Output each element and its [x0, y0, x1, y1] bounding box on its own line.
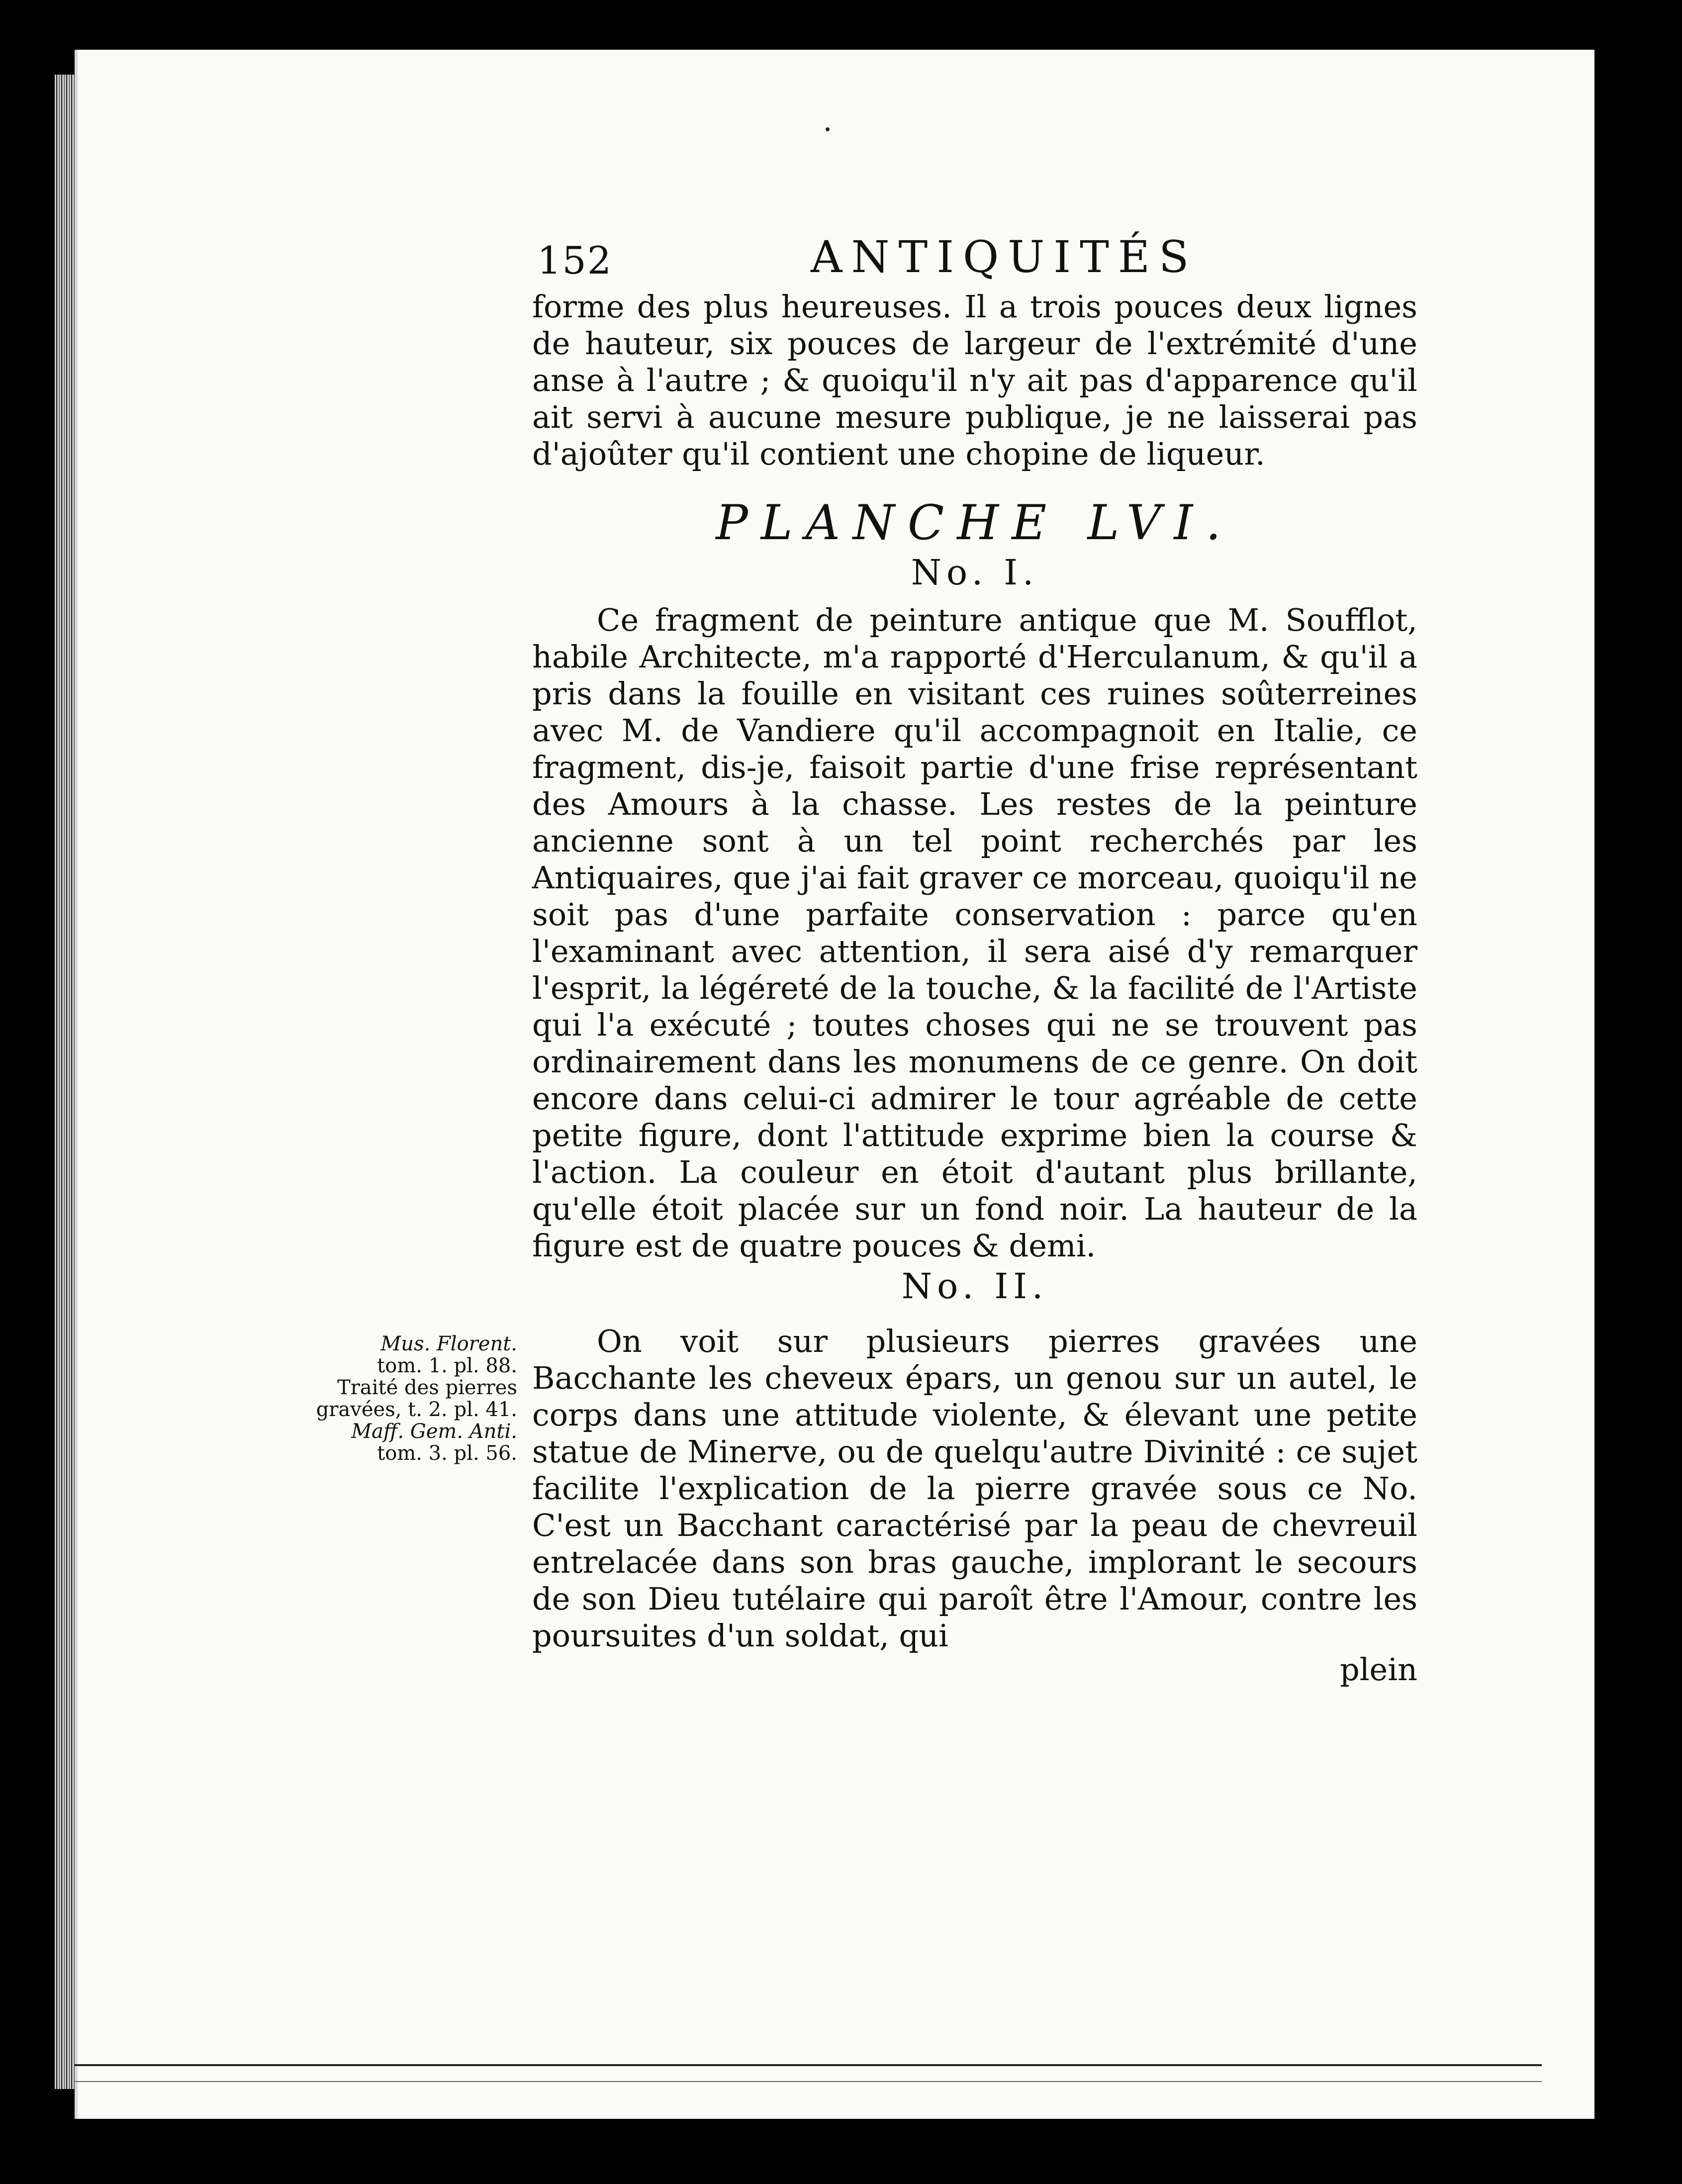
page-bottom-edge [75, 2064, 1542, 2082]
margin-note-line: Mus. Florent. [380, 1332, 517, 1355]
margin-note-line: Traité des pierres [337, 1376, 517, 1399]
margin-note-line: tom. 3. pl. 56. [377, 1442, 517, 1465]
ink-speck [826, 127, 830, 131]
section-1-paragraph [532, 602, 1417, 1264]
section-1-paragraph-text: Ce fragment de peinture antique que M. Soufflot, habile Architecte, m'a rapporté d'Herculanum, & qu'il a pris dans la fouille en visitant ces ruines soûterreines avec M. de Vandiere qu'il accompagnoit en Italie, ce fragment, dis-je, faisoit partie d'une frise représentant des Amours à la chasse. Les restes de la peinture ancienne sont à un tel point recherchés par les Antiquaires, que j'ai fait graver ce morceau, quoiqu'il ne soit pas d'une parfaite conservation : parce qu'en l'examinant avec attention, il sera aisé d'y remarquer l'esprit, la légéreté de la touche, & la facilité de l'Artiste qui l'a exécuté ; toutes choses qui ne se trouvent pas ordinairement dans les monumens de ce genre. On doit encore dans celui-ci admirer le tour agréable de cette petite figure, dont l'attitude exprime bien la course & l'action. La couleur en étoit d'autant plus brillante, qu'elle étoit placée sur un fond noir. La hauteur de la figure est de quatre pouces & demi. [532, 602, 1417, 1264]
section-2-paragraph-text: On voit sur plusieurs pierres gravées une Bacchante les cheveux épars, un genou sur un autel, le corps dans une attitude violente, & élevant une petite statue de Minerve, ou de quelqu'autre Divinité : ce sujet facilite l'explication de la pierre gravée sous ce No. C'est un Bacchant caractérisé par la peau de chevreuil entrelacée dans son bras gauche, implorant le secours de son Dieu tutélaire qui paroît être l'Amour, contre les poursuites d'un soldat, qui [532, 1323, 1417, 1654]
margin-note-line: Maff. Gem. Anti. [351, 1420, 517, 1443]
margin-note-line: tom. 1. pl. 88. [377, 1354, 517, 1377]
section-2-heading: No. II. [901, 1266, 1048, 1307]
page-number: 152 [537, 238, 613, 283]
margin-note-line: gravées, t. 2. pl. 41. [316, 1398, 517, 1421]
plate-title: PLANCHE LVI. [716, 495, 1234, 551]
section-2-paragraph [532, 1323, 1417, 1654]
opening-paragraph-text: forme des plus heureuses. Il a trois pouces deux lignes de hauteur, six pouces de largeur de l'extrémité d'une anse à l'autre ; & quoiqu'il n'y ait pas d'apparence qu'il ait servi à aucune mesure publique, je ne laisserai pas d'ajoûter qu'il contient une chopine de liqueur. [532, 288, 1417, 472]
page-header [532, 231, 1427, 286]
section-1-heading: No. I. [911, 552, 1039, 593]
catchword: plein [1340, 1651, 1417, 1688]
margin-note [298, 1333, 517, 1464]
opening-paragraph [532, 288, 1417, 473]
running-title: ANTIQUITÉS [811, 231, 1198, 283]
